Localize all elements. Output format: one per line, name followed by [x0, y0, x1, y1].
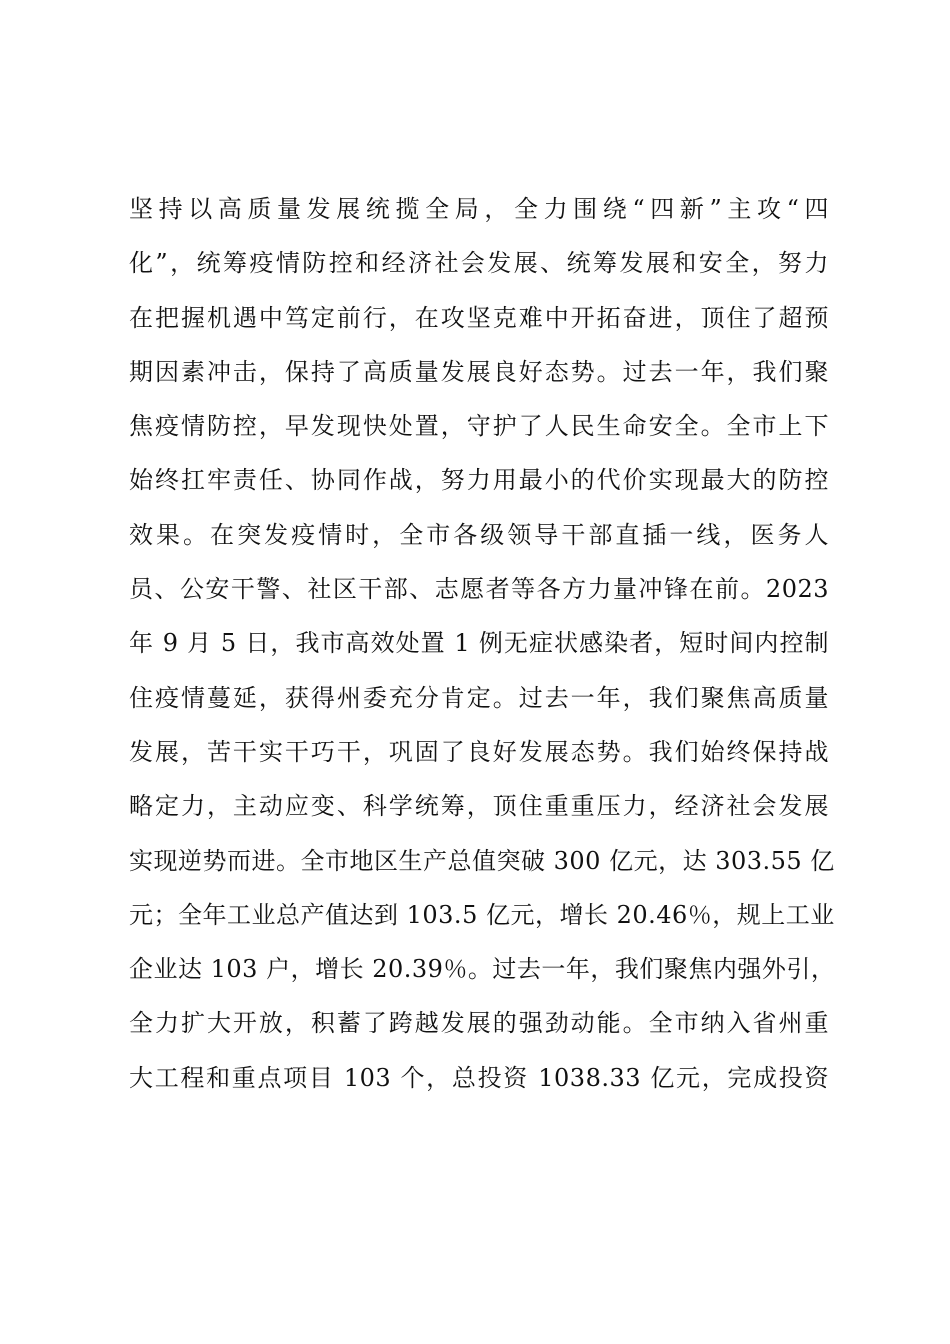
text-line: 实现逆势而进。全市地区生产总值突破 300 亿元，达 303.55 亿 — [129, 846, 835, 875]
text-line: 住疫情蔓延，获得州委充分肯定。过去一年，我们聚焦高质量 — [129, 683, 829, 712]
text-line: 效果。在突发疫情时，全市各级领导干部直插一线，医务人 — [129, 520, 829, 549]
text-line: 员、公安干警、社区干部、志愿者等各方力量冲锋在前。2023 — [129, 575, 829, 604]
text-line: 焦疫情防控，早发现快处置，守护了人民生命安全。全市上下 — [129, 412, 829, 441]
text-line: 元；全年工业总产值达到 103.5 亿元，增长 20.46％，规上工业 — [129, 900, 835, 929]
text-line: 全力扩大开放，积蓄了跨越发展的强劲动能。全市纳入省州重 — [129, 1009, 829, 1038]
text-line: 期因素冲击，保持了高质量发展良好态势。过去一年，我们聚 — [129, 357, 829, 386]
text-line: 始终扛牢责任、协同作战，努力用最小的代价实现最大的防控 — [129, 466, 829, 495]
text-line: 年 9 月 5 日，我市高效处置 1 例无症状感染者，短时间内控制 — [129, 629, 829, 658]
text-line: 大工程和重点项目 103 个，总投资 1038.33 亿元，完成投资 — [129, 1063, 829, 1092]
text-line: 发展，苦干实干巧干，巩固了良好发展态势。我们始终保持战 — [129, 737, 829, 766]
text-line: 在把握机遇中笃定前行，在攻坚克难中开拓奋进，顶住了超预 — [129, 303, 829, 332]
text-line: 化”，统筹疫情防控和经济社会发展、统筹发展和安全，努力 — [129, 249, 829, 278]
body-paragraph — [129, 182, 836, 1105]
text-line: 企业达 103 户，增长 20.39％。过去一年，我们聚焦内强外引， — [129, 955, 836, 984]
text-line: 略定力，主动应变、科学统筹，顶住重重压力，经济社会发展 — [129, 792, 829, 821]
text-line: 坚持以高质量发展统揽全局，全力围绕“四新”主攻“四 — [129, 195, 829, 223]
